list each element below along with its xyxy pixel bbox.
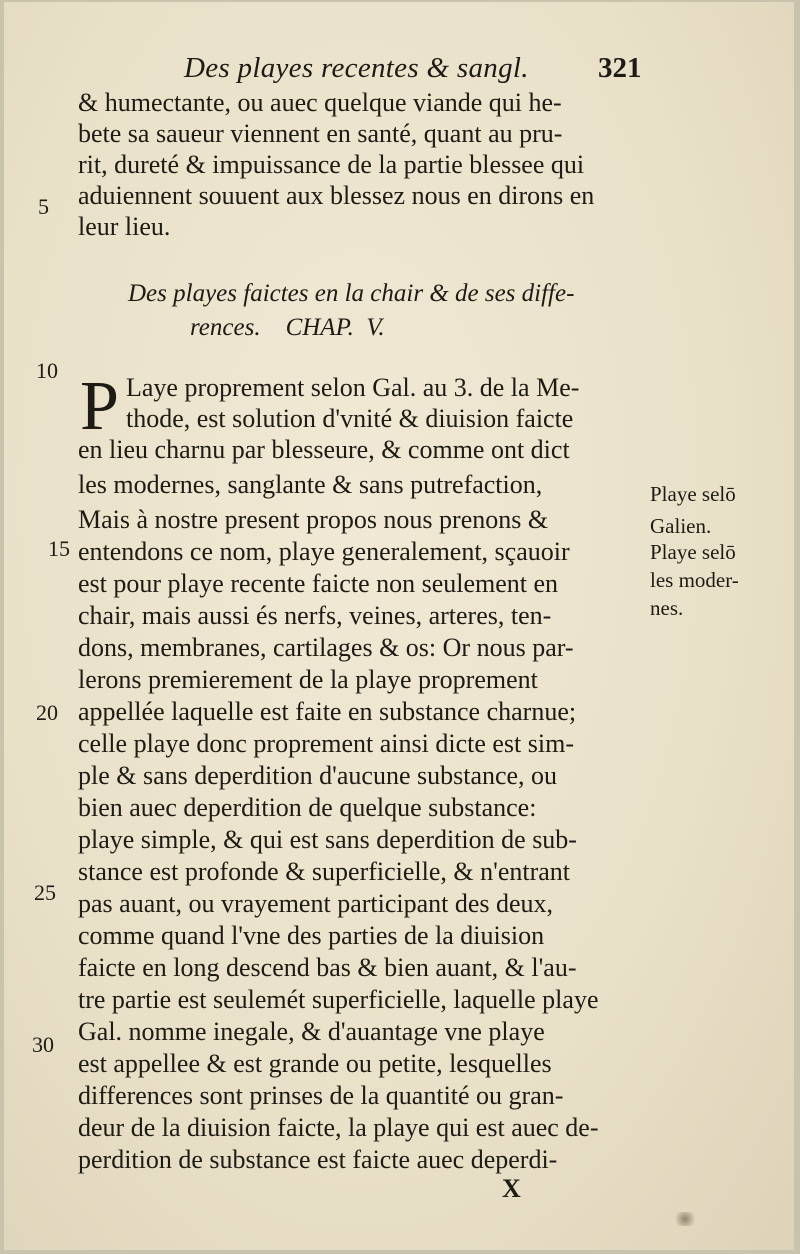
text-line: Gal. nomme inegale, & d'auantage vne playe	[78, 1017, 545, 1046]
line-number: 25	[34, 880, 56, 905]
text-line: est appellee & est grande ou petite, lesquelles	[78, 1049, 552, 1078]
text-line: pas auant, ou vrayement participant des deux,	[78, 889, 554, 918]
text-line: aduiennent souuent aux blessez nous en dirons en	[78, 181, 595, 210]
signature-mark: X	[502, 1174, 521, 1203]
text-line: leur lieu.	[78, 212, 171, 241]
text-line: faicte en long descend bas & bien auant, & l'au-	[78, 953, 577, 982]
ink-stain	[672, 1212, 698, 1226]
side-note: Playe selō	[650, 482, 736, 506]
text-line: appellée laquelle est faite en substance charnue;	[78, 697, 577, 726]
text-line: stance est profonde & superficielle, & n'entrant	[78, 857, 571, 886]
text-line: comme quand l'vne des parties de la diuision	[78, 921, 545, 950]
line-number: 30	[32, 1032, 54, 1057]
chapter-heading-line-2: rences. CHAP. V.	[190, 314, 385, 341]
text-line: entendons ce nom, playe generalement, sçauoir	[78, 537, 570, 566]
line-number: 10	[36, 358, 58, 383]
side-note: nes.	[650, 596, 684, 620]
text-line: Mais à nostre present propos nous prenons &	[78, 505, 549, 534]
page-number: 321	[598, 52, 642, 84]
text-line: les modernes, sanglante & sans putrefaction,	[78, 470, 543, 499]
line-number: 20	[36, 700, 58, 725]
side-note: Galien.	[650, 514, 712, 538]
text-line: differences sont prinses de la quantité ou gran-	[78, 1081, 564, 1110]
side-note: Playe selō	[650, 540, 736, 564]
side-note: les moder-	[650, 568, 739, 592]
text-line: en lieu charnu par blesseure, & comme ont dict	[78, 435, 570, 464]
running-title: Des playes recentes & sangl.	[184, 52, 529, 84]
line-number: 15	[48, 536, 70, 561]
book-page	[4, 2, 794, 1250]
text-line: Laye proprement selon Gal. au 3. de la Me-	[126, 373, 580, 402]
text-line: bien auec deperdition de quelque substance:	[78, 793, 537, 822]
text-line: perdition de substance est faicte auec deperdi-	[78, 1145, 558, 1174]
text-line: deur de la diuision faicte, la playe qui est auec de-	[78, 1113, 599, 1142]
drop-cap: P	[80, 368, 119, 445]
text-line: & humectante, ou auec quelque viande qui he-	[78, 88, 562, 117]
text-line: bete sa saueur viennent en santé, quant au pru-	[78, 119, 563, 148]
line-number: 5	[38, 194, 49, 219]
text-line: chair, mais aussi és nerfs, veines, arteres, ten-	[78, 601, 552, 630]
text-line: playe simple, & qui est sans deperdition de sub-	[78, 825, 577, 854]
text-line: celle playe donc proprement ainsi dicte est sim-	[78, 729, 574, 758]
text-line: rit, dureté & impuissance de la partie blessee qui	[78, 150, 585, 179]
chapter-heading-line-1: Des playes faictes en la chair & de ses diffe-	[128, 280, 575, 307]
text-line: thode, est solution d'vnité & diuision faicte	[126, 404, 574, 433]
text-line: est pour playe recente faicte non seulement en	[78, 569, 559, 598]
text-line: dons, membranes, cartilages & os: Or nous par-	[78, 633, 574, 662]
page-header	[4, 52, 794, 92]
text-line: tre partie est seulemét superficielle, laquelle playe	[78, 985, 599, 1014]
text-line: ple & sans deperdition d'aucune substance, ou	[78, 761, 558, 790]
text-line: lerons premierement de la playe proprement	[78, 665, 538, 694]
